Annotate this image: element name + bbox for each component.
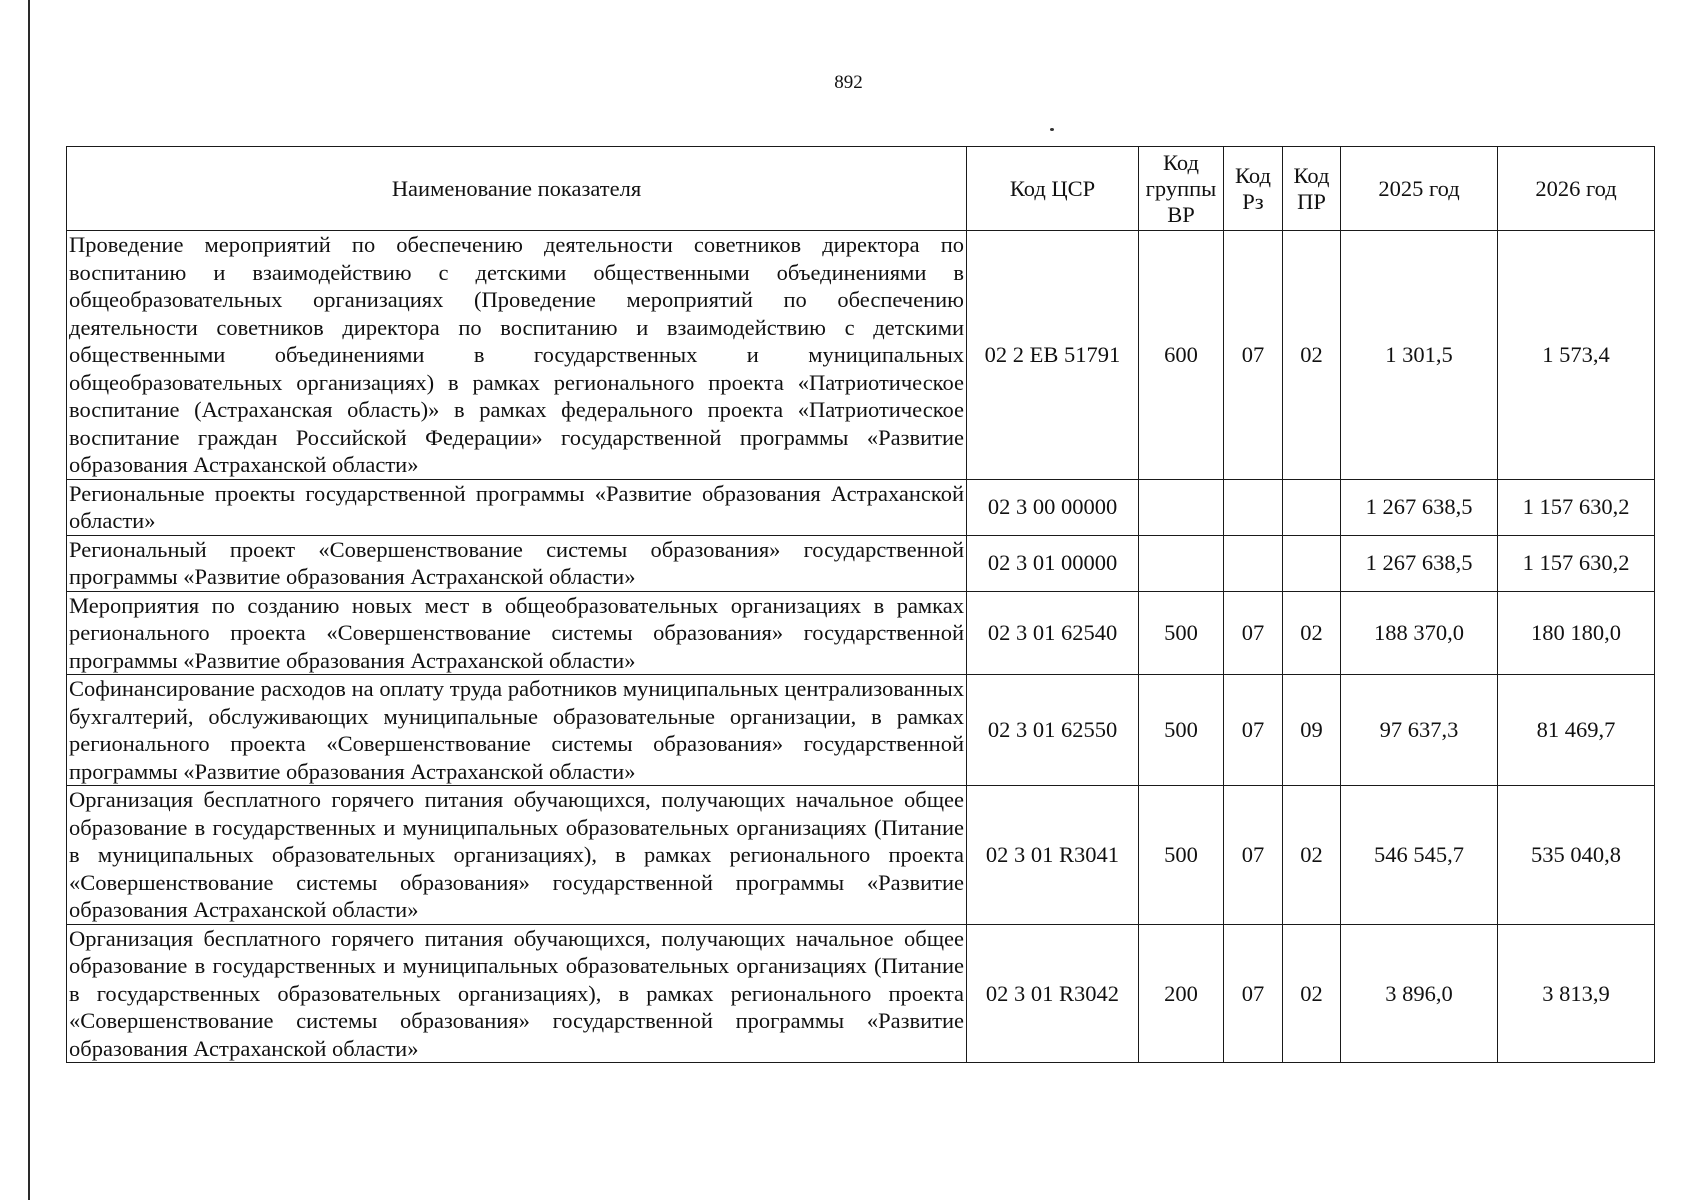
row-csr: 02 3 01 R3041 bbox=[967, 786, 1139, 925]
row-vr bbox=[1139, 479, 1224, 535]
row-rz: 07 bbox=[1224, 591, 1283, 675]
table-row bbox=[67, 479, 1655, 535]
table-row bbox=[67, 675, 1655, 786]
row-name: Региональный проект «Совершенствование системы образования» государственной программы «Развитие образования Астраханской области» bbox=[67, 535, 967, 591]
row-name: Организация бесплатного горячего питания обучающихся, получающих начальное общее образование в государственных и муниципальных образовательных организациях (Питание в муниципальных образовательных организациях), в рамках регионального проекта «Совершенствование системы образования» государственной программы «Развитие образования Астраханской области» bbox=[67, 786, 967, 925]
row-csr: 02 3 01 62550 bbox=[967, 675, 1139, 786]
row-rz: 07 bbox=[1224, 675, 1283, 786]
scan-speck bbox=[1050, 128, 1054, 131]
row-pr bbox=[1283, 479, 1341, 535]
table-row bbox=[67, 786, 1655, 925]
header-rz: Код Рз bbox=[1224, 147, 1283, 231]
header-name: Наименование показателя bbox=[67, 147, 967, 231]
row-2026: 535 040,8 bbox=[1498, 786, 1655, 925]
row-2025: 1 301,5 bbox=[1341, 231, 1498, 480]
row-2025: 1 267 638,5 bbox=[1341, 479, 1498, 535]
row-2026: 1 157 630,2 bbox=[1498, 479, 1655, 535]
row-pr: 02 bbox=[1283, 231, 1341, 480]
row-vr: 500 bbox=[1139, 591, 1224, 675]
table-row bbox=[67, 535, 1655, 591]
row-csr: 02 3 01 62540 bbox=[967, 591, 1139, 675]
row-csr: 02 3 01 00000 bbox=[967, 535, 1139, 591]
row-2026: 1 157 630,2 bbox=[1498, 535, 1655, 591]
row-2025: 1 267 638,5 bbox=[1341, 535, 1498, 591]
row-rz bbox=[1224, 535, 1283, 591]
row-2026: 180 180,0 bbox=[1498, 591, 1655, 675]
table-row bbox=[67, 591, 1655, 675]
row-csr: 02 3 00 00000 bbox=[967, 479, 1139, 535]
row-2025: 3 896,0 bbox=[1341, 924, 1498, 1063]
table-row bbox=[67, 231, 1655, 480]
row-name: Организация бесплатного горячего питания обучающихся, получающих начальное общее образование в государственных и муниципальных образовательных организациях (Питание в государственных образовательных организациях), в рамках регионального проекта «Совершенствование системы образования» государственной программы «Развитие образования Астраханской области» bbox=[67, 924, 967, 1063]
row-pr: 02 bbox=[1283, 924, 1341, 1063]
header-csr: Код ЦСР bbox=[967, 147, 1139, 231]
row-csr: 02 2 ЕВ 51791 bbox=[967, 231, 1139, 480]
row-name: Проведение мероприятий по обеспечению деятельности советников директора по воспитанию и взаимодействию с детскими общественными объединениями в общеобразовательных организациях (Проведение мероприятий по обеспечению деятельности советников директора по воспитанию и взаимодействию с детскими общественными объединениями в государственных и муниципальных общеобразовательных организациях) в рамках регионального проекта «Патриотическое воспитание (Астраханская область)» в рамках федерального проекта «Патриотическое воспитание граждан Российской Федерации» государственной программы «Развитие образования Астраханской области» bbox=[67, 231, 967, 480]
header-2025: 2025 год bbox=[1341, 147, 1498, 231]
header-vr: Код группы ВР bbox=[1139, 147, 1224, 231]
row-pr: 02 bbox=[1283, 591, 1341, 675]
row-pr: 02 bbox=[1283, 786, 1341, 925]
row-rz: 07 bbox=[1224, 924, 1283, 1063]
row-name: Софинансирование расходов на оплату труда работников муниципальных централизованных бухгалтерий, обслуживающих муниципальные образовательные организации, в рамках регионального проекта «Совершенствование системы образования» государственной программы «Развитие образования Астраханской области» bbox=[67, 675, 967, 786]
row-vr: 200 bbox=[1139, 924, 1224, 1063]
budget-table bbox=[66, 146, 1655, 1063]
row-2026: 81 469,7 bbox=[1498, 675, 1655, 786]
row-name: Региональные проекты государственной программы «Развитие образования Астраханской области» bbox=[67, 479, 967, 535]
page-number: 892 bbox=[834, 72, 863, 93]
row-2026: 3 813,9 bbox=[1498, 924, 1655, 1063]
row-rz: 07 bbox=[1224, 786, 1283, 925]
row-rz bbox=[1224, 479, 1283, 535]
table-header-row bbox=[67, 147, 1655, 231]
row-pr bbox=[1283, 535, 1341, 591]
row-name: Мероприятия по созданию новых мест в общеобразовательных организациях в рамках регионального проекта «Совершенствование системы образования» государственной программы «Развитие образования Астраханской области» bbox=[67, 591, 967, 675]
row-vr: 500 bbox=[1139, 786, 1224, 925]
row-2026: 1 573,4 bbox=[1498, 231, 1655, 480]
row-csr: 02 3 01 R3042 bbox=[967, 924, 1139, 1063]
table-row bbox=[67, 924, 1655, 1063]
scan-binding-edge bbox=[28, 0, 30, 1200]
row-2025: 97 637,3 bbox=[1341, 675, 1498, 786]
row-2025: 546 545,7 bbox=[1341, 786, 1498, 925]
row-rz: 07 bbox=[1224, 231, 1283, 480]
row-vr: 500 bbox=[1139, 675, 1224, 786]
row-vr: 600 bbox=[1139, 231, 1224, 480]
header-pr: Код ПР bbox=[1283, 147, 1341, 231]
header-2026: 2026 год bbox=[1498, 147, 1655, 231]
row-vr bbox=[1139, 535, 1224, 591]
row-pr: 09 bbox=[1283, 675, 1341, 786]
row-2025: 188 370,0 bbox=[1341, 591, 1498, 675]
